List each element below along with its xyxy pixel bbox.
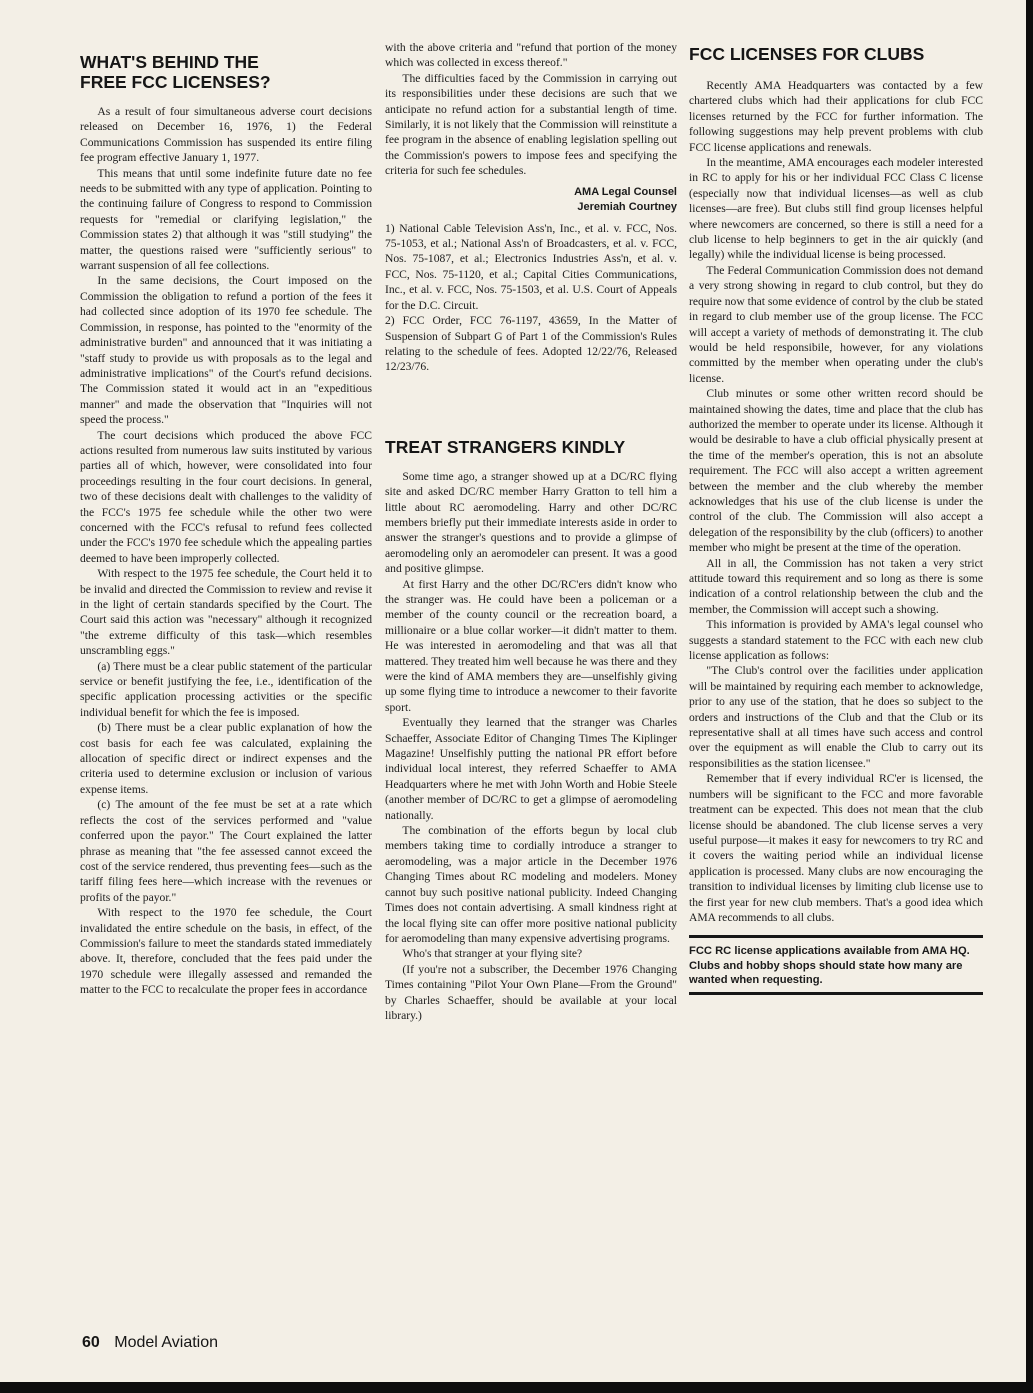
column-middle [385, 40, 677, 1330]
paragraph: Some time ago, a stranger showed up at a DC/RC flying site and asked DC/RC member Harry Gratton to tell him a little about RC aeromodeling. Harry and other DC/RC members briefly put their immediate interests aside in order to answer the stranger's questions and to provide a glimpse of aeromodeling only an aeromodeler can present. It was a good and positive glimpse. [385, 469, 677, 576]
paragraph: All in all, the Commission has not taken a very strict attitude toward this requirement and so long as there is some indication of a control relationship between the club and the member, the Commission will accept such a showing. [689, 556, 983, 616]
paragraph: The difficulties faced by the Commission in carrying out its responsibilities under these decisions are such that we anticipate no refund action for a substantial length of time. Similarly, it is not likely that the Commission will reinstitute a fee program in the absence of enabling legislation spelling out the Commission's powers to impose fees and specifying the criteria for such fee schedules. [385, 71, 677, 178]
paragraph: As a result of four simultaneous adverse court decisions released on December 16, 1976, 1) the Federal Communications Commission has suspended its entire filing fee program effective January 1, 1977. [80, 105, 372, 165]
title-line-1: WHAT'S BEHIND THE [80, 52, 259, 72]
scan-border-bottom [0, 1382, 1033, 1393]
signature-block [385, 185, 677, 215]
paragraph: This information is provided by AMA's legal counsel who suggests a standard statement to the FCC with each new club license application as follows: [689, 618, 983, 663]
paragraph: Who's that stranger at your flying site? [402, 947, 583, 961]
footnote: 2) FCC Order, FCC 76-1197, 43659, In the Matter of Suspension of Subpart G of Part 1 of the Commission's Rules relating to the schedule of fees. Adopted 12/22/76, Released 12/23/76. [385, 314, 677, 374]
paragraph: In the same decisions, the Court imposed on the Commission the obligation to refund a portion of the fees it had collected since adoption of its 1970 fee schedule. The Commission, in response, has pointed to the "enormity of the administrative burden" and announced that it was initiating a "staff study to provide us with proposals as to the legal and administrative implications" of the Court's refund decisions. The Commission stated it would act in an "expeditious manner" and made the observation that "Inquiries will not speed the process." [80, 274, 372, 427]
callout-box: FCC RC license applications available from AMA HQ. Clubs and hobby shops should state how many are wanted when requesting. [689, 935, 983, 995]
title-line-2: FREE FCC LICENSES? [80, 72, 271, 92]
footnotes [385, 221, 677, 375]
paragraph: This means that until some indefinite future date no fee needs to be submitted with any type of application. Pointing to the continuing failure of Congress to respond to Commission requests for "remedial or clarifying legislation," the Commission states 2) that although it was "still studying" the matter, the questions raised were "sufficiently serious" to warrant suspension of all fee collections. [80, 166, 372, 273]
page-number: 60 [82, 1334, 100, 1351]
footnote: 1) National Cable Television Ass'n, Inc., et al. v. FCC, Nos. 75-1053, et al.; National Ass'n of Broadcasters, et al. v. FCC, Nos. 75-1087, et al.; Electronics Industries Ass'n, et al. v. FCC, Nos. 75-1120, et al.; Capital Cities Communications, Inc., et al. v. FCC, Nos. 75-1503, et al. U.S. Court of Appeals for the D.C. Circuit. [385, 221, 677, 312]
paragraph: Club minutes or some other written record should be maintained showing the dates, time and place that the club has authorized the member to operate under its license. Although it would be desirable to have a club official physically present at the time of the member's operation, this is not an absolute requirement. The FCC will also accept a written agreement between the member and the club whereby the member acknowledges that his use of the club license is under the control of the club. The Commission will also accept a delegation of the responsibility by the club (officers) to another member who might be present at the time of the operation. [689, 387, 983, 555]
paragraph: (b) There must be a clear public explanation of how the cost basis for each fee was calculated, explaining the allocation of specific direct or indirect expenses and the criteria used to determine exclusion or inclusion of various expense items. [80, 721, 372, 796]
paragraph: The court decisions which produced the above FCC actions resulted from numerous law suits instituted by various parties all of which, however, were consolidated into four proceedings resulting in the four court decisions. In general, two of these decisions dealt with challenges to the validity of the FCC's 1975 fee schedule while the other two were concerned with the FCC's refusal to refund fees collected under the FCC's 1970 fee schedule which the appealing parties deemed to have been improperly collected. [80, 428, 372, 565]
scan-border-right [1026, 0, 1033, 1393]
article-title-fcc-clubs: FCC LICENSES FOR CLUBS [689, 44, 925, 64]
paragraph: Recently AMA Headquarters was contacted by a few chartered clubs which had their applications for club FCC licenses returned by the FCC for further information. The following suggestions may help prevent problems with club FCC license applications and renewals. [689, 79, 983, 154]
page-footer [82, 1334, 218, 1352]
paragraph: (If you're not a subscriber, the December 1976 Changing Times containing "Pilot Your Own Plane—From the Ground" by Charles Schaeffer, should be available at your local library.) [385, 962, 677, 1022]
paragraph: Eventually they learned that the stranger was Charles Schaeffer, Associate Editor of Changing Times The Kiplinger Magazine! Unselfishly putting the national PR effort before individual local interest, they referred Schaeffer to AMA Headquarters where he met with John Worth and Hobie Steele (another member of DC/RC to get a glimpse of aeromodeling nationally. [385, 716, 677, 822]
column-left [80, 40, 372, 1330]
article-title-treat-strangers: TREAT STRANGERS KINDLY [385, 436, 626, 457]
signature-title: AMA Legal Counsel [574, 185, 677, 198]
column-right [689, 40, 983, 1330]
paragraph: At first Harry and the other DC/RC'ers didn't know who the stranger was. He could have been a policeman or a member of the county council or the recreation board, a millionaire or a blue collar worker—it didn't matter to them. He was interested in aeromodeling and that was all that mattered. They treated him well because he was there and they were the kind of AMA members they are—unselfishly giving up some flying time to introduce a newcomer to their favorite sport. [385, 577, 677, 714]
paragraph: With respect to the 1970 fee schedule, the Court invalidated the entire schedule on the basis, in effect, of the Commission's failure to meet the standards stated immediately above. It, therefore, concluded that the fees paid under the 1970 schedule were illegally assessed and remanded the matter to the FCC to recalculate the proper fees in accordance [80, 906, 372, 997]
paragraph: Remember that if every individual RC'er is licensed, the numbers will be significant to the FCC and more favorable treatment can be expected. This does not mean that the club license should be abandoned. The club license serves a very useful purpose—it makes it easy for newcomers to try RC and it covers the waiting period while an individual license application is processed. Many clubs are now encouraging the transition to individual licenses by limiting club license use to the first year for new club members. That's a good idea which AMA recommends to all clubs. [689, 772, 983, 924]
paragraph: The combination of the efforts begun by local club members taking time to cordially introduce a stranger to aeromodeling, was a major article in the December 1976 Changing Times about RC modeling and modelers. Money cannot buy such positive national publicity. Indeed Changing Times does not contain advertising. A small kindness right at the local flying site can offer more positive national publicity for aeromodeling than many expensive advertising programs. [385, 824, 677, 945]
paragraph: "The Club's control over the facilities under application will be maintained by requiring each member to acknowledge, prior to any use of the station, that he does so subject to the orders and instructions of the Club and that the Club or its representative shall at all times have such access and control over the equipment as will enable the Club to carry out its responsibilities as the station licensee." [689, 664, 983, 770]
signature-name: Jeremiah Courtney [577, 200, 677, 213]
paragraph: In the meantime, AMA encourages each modeler interested in RC to apply for his or her individual FCC Class C license (especially now that individual licenses—as well as club licenses—are free). But clubs still find group licenses helpful where newcomers are concerned, so there is still a need for a club license to help beginners to get in the air quickly (and legally) while the individual license is being processed. [689, 156, 983, 262]
magazine-name: Model Aviation [114, 1334, 219, 1351]
paragraph: with the above criteria and "refund that portion of the money which was collected in excess thereof." [385, 41, 677, 70]
paragraph: (c) The amount of the fee must be set at a rate which reflects the cost of the services performed and "value conferred upon the payor." The Court explained the latter phrase as meaning that "the fee assessed cannot exceed the cost of the service rendered, thus preventing fees—such as the tariff filing fees here—which increase with the revenues or profits of the payor." [80, 798, 372, 904]
paragraph: With respect to the 1975 fee schedule, the Court held it to be invalid and directed the Commission to review and revise it in the light of certain standards specified by the Court. The Court said this action was "necessary" although it recognized "the extreme difficulty of this task—which resembles unscrambling eggs." [80, 567, 372, 658]
paragraph: The Federal Communication Commission does not demand a very strong showing in regard to club control, but they do require now that some evidence of control by the club be stated in regard to club member use of the group license. The FCC will accept a variety of methods of demonstrating it. The club would be held responsibile, however, for any violations committed by the member when operating under the club's license. [689, 263, 983, 385]
spacer [385, 375, 677, 427]
paragraph: (a) There must be a clear public statement of the particular service or benefit justifying the fee, i.e., identification of the specific application processing activities or the specific individual benefit for which the fee is imposed. [80, 659, 372, 719]
article-title-fcc-licenses [80, 52, 372, 92]
